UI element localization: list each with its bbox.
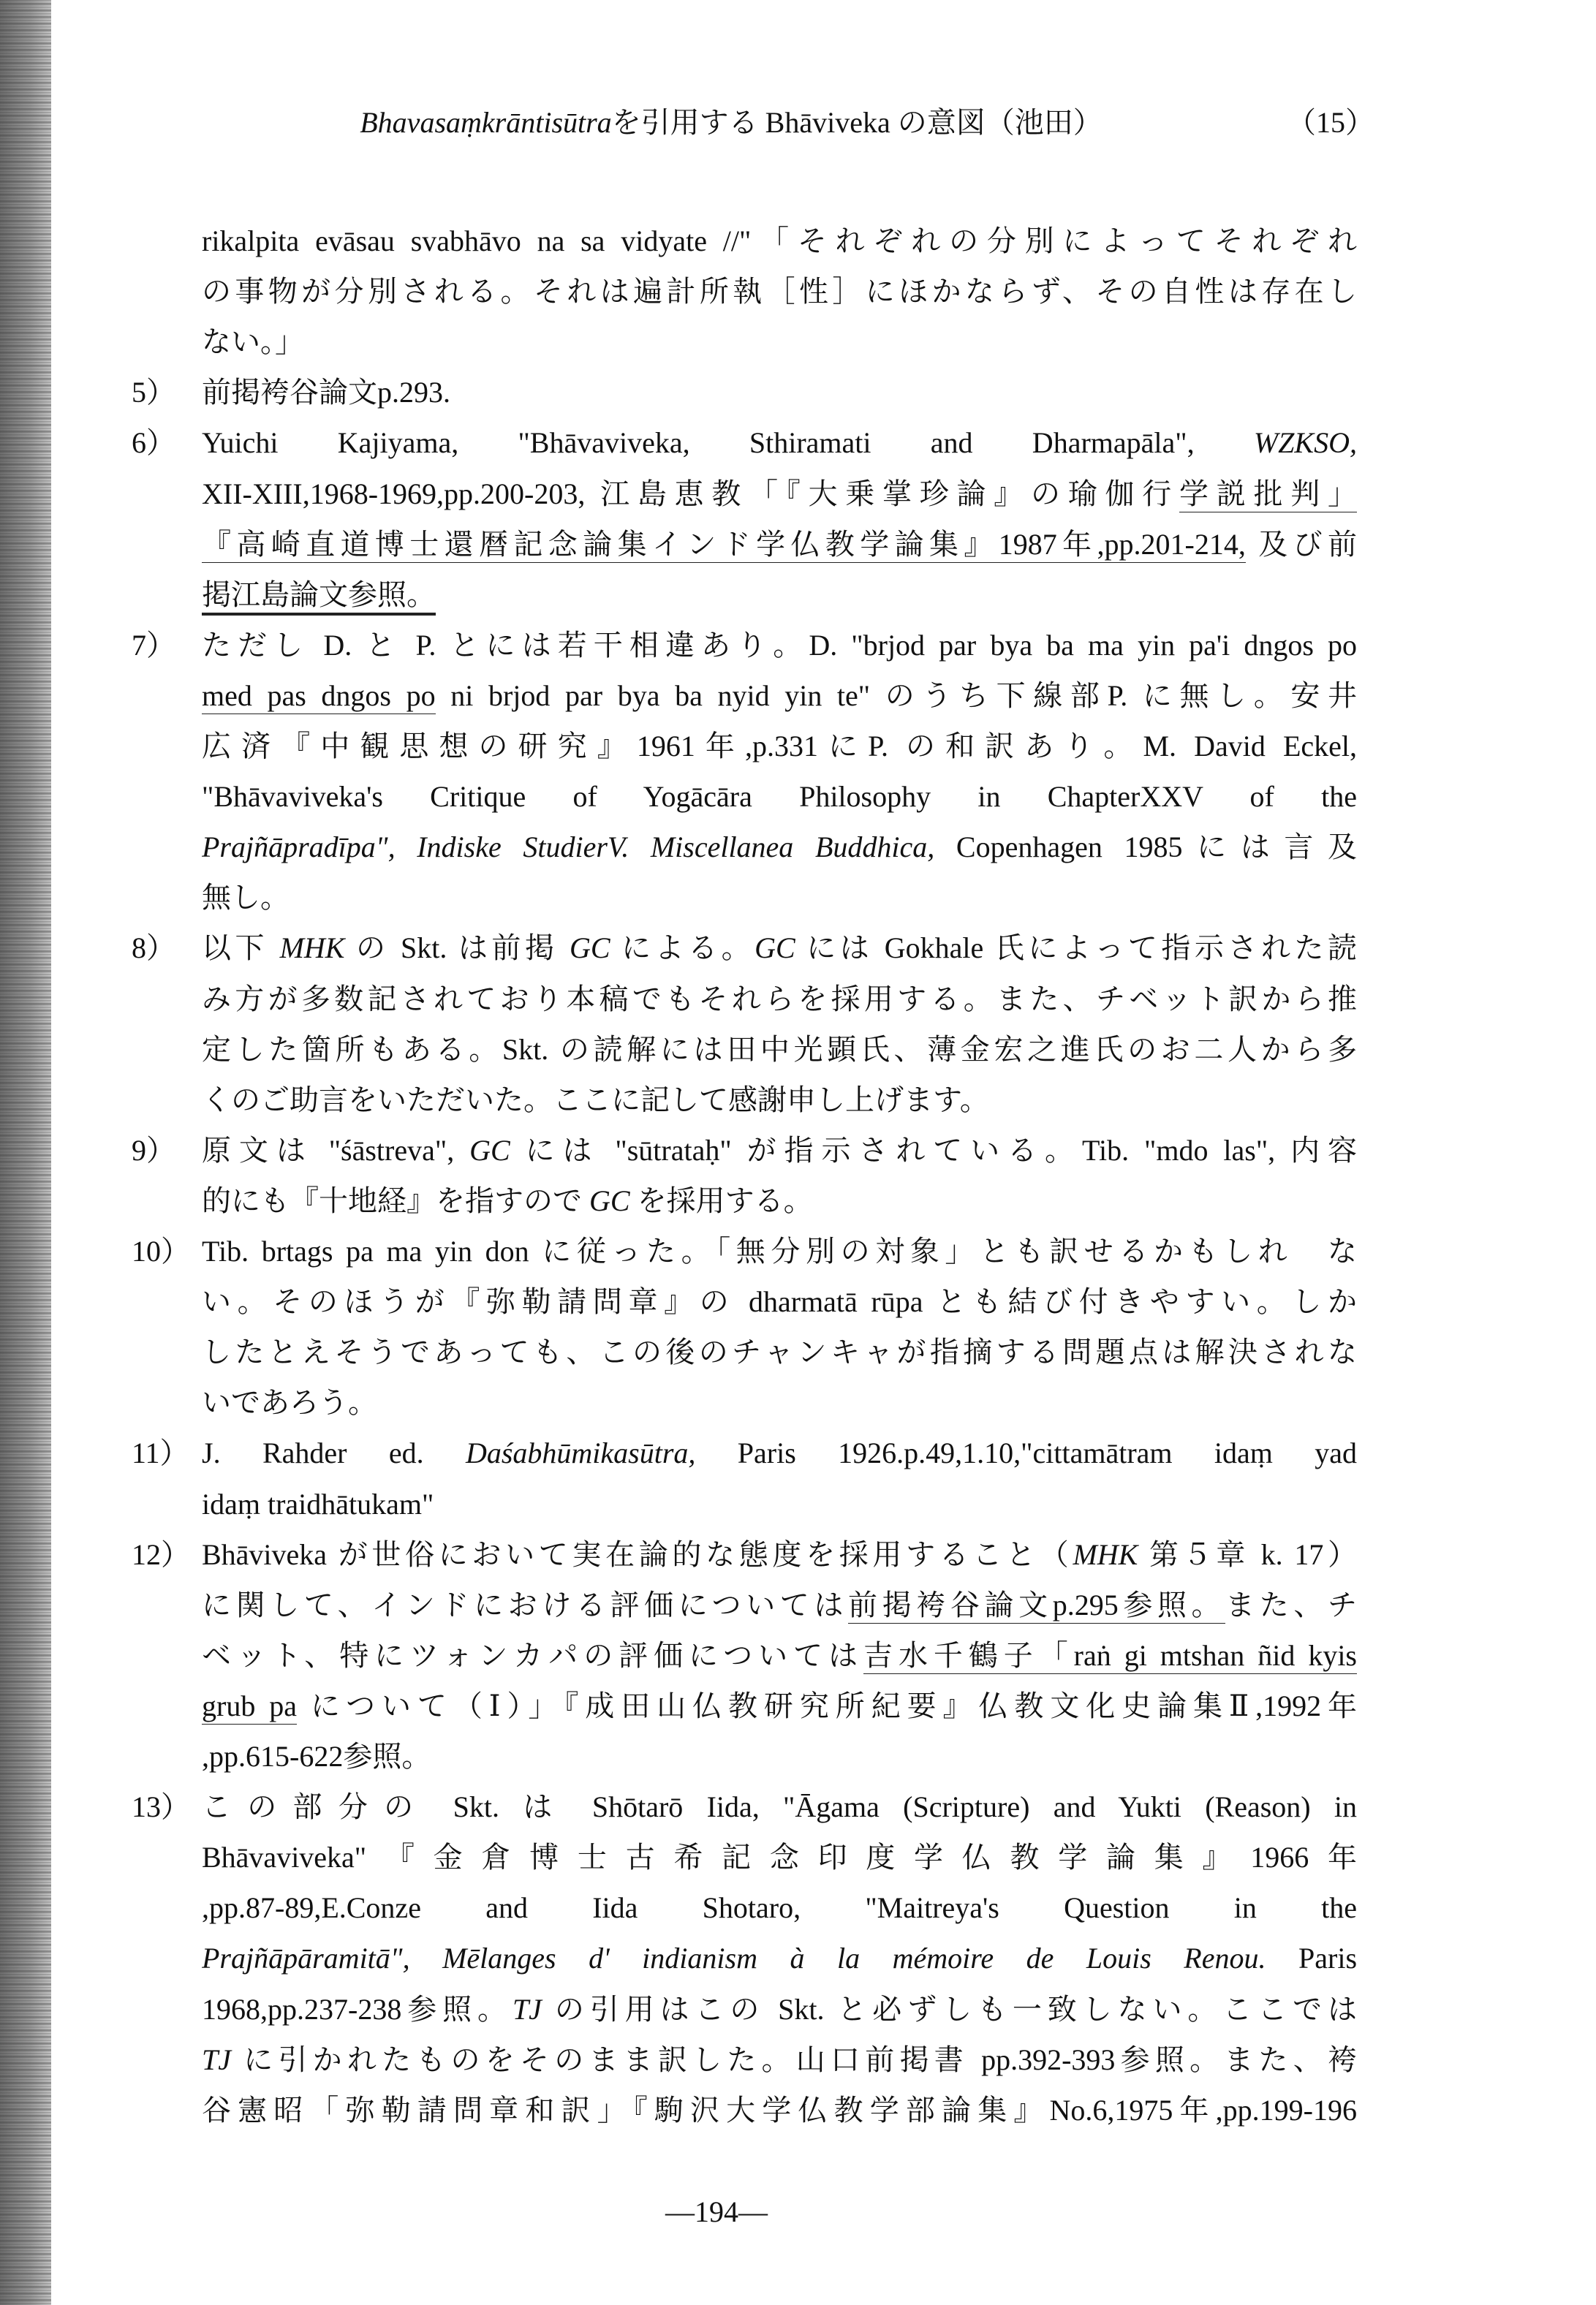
text-segment: による。 [610, 931, 755, 965]
text-segment: くのご助言をいただいた。ここに記して感謝申し上げます。 [202, 1083, 989, 1116]
footnote-line [202, 1688, 1357, 1725]
underlined-text: 掲江島論文参照。 [202, 578, 436, 616]
text-segment: idaṃ traidhātukam" [202, 1487, 434, 1521]
text-segment: また、チ [1225, 1588, 1357, 1621]
header-title-rest: を引用する Bhāviveka の意図（池田） [611, 106, 1103, 139]
footnote-number: 13） [132, 1790, 190, 1824]
italic-text: TJ [512, 1992, 542, 2026]
text-segment: 無し。 [202, 881, 290, 915]
text-segment: J. Rahder ed. [202, 1437, 466, 1470]
text-segment: 及び前 [1245, 527, 1357, 561]
text-segment: ただし D. と P. とには若干相違あり。D. "brjod par bya ba ma yin pa'i dngos po [202, 628, 1357, 662]
footnote-line [202, 1385, 1357, 1421]
footnote-line [202, 1940, 1357, 1977]
footnote-line [202, 829, 1357, 866]
page-number: —194— [665, 2195, 768, 2228]
text-segment: "Bhāvaviveka's Critique of Yogācāra Philosophy in ChapterXXV of the [202, 780, 1357, 814]
text-segment: ,pp.615-622参照。 [202, 1740, 431, 1773]
footnote-number: 5） [132, 376, 175, 409]
text-segment: には "sūtrataḥ" が指示されている。Tib. "mdo las", 内容 [510, 1133, 1357, 1167]
text-segment: Copenhagen 1985には言及 [934, 830, 1357, 864]
footnote-line [202, 1233, 1357, 1270]
footnote-number: 9） [132, 1133, 175, 1167]
text-segment: には Gokhale 氏によって指示された読 [795, 931, 1357, 965]
text-segment: み方が多数記されており本稿でもそれらを採用する。また、チベット訳から推 [202, 982, 1357, 1015]
footnote-line [202, 627, 1357, 664]
footnote-line [202, 273, 1357, 310]
text-segment: 1968,pp.237-238参照。 [202, 1992, 513, 2026]
footnote-number: 6） [132, 426, 175, 460]
text-segment: い。そのほうが『弥勒請問章』の dharmatā rūpa とも結び付きやすい。しか [202, 1285, 1357, 1319]
text-segment: 第５章 k. 17） [1138, 1537, 1357, 1571]
footnote-line [202, 930, 1357, 966]
underlined-text: 吉水千鶴子「raṅ gi mtshan ñid kyis [863, 1639, 1357, 1674]
footnote-number: 8） [132, 931, 175, 965]
footnote-line [202, 1132, 1357, 1169]
italic-text: GC [569, 931, 610, 965]
footnote-line [202, 1638, 1357, 1674]
footnote-line [202, 1486, 1357, 1523]
italic-text: WZKSO, [1253, 426, 1357, 460]
text-segment: を採用する。 [629, 1184, 813, 1217]
footnote-line [202, 476, 1357, 512]
italic-text: TJ [202, 2043, 231, 2076]
text-segment: 以下 [202, 931, 280, 965]
footnote-number: 11） [132, 1437, 189, 1470]
text-segment: に関して、インドにおける評価については [202, 1588, 849, 1621]
text-segment: ni brjod par bya ba nyid yin te" のうち下線部P. に無し。安井 [435, 678, 1357, 712]
footnote-line [202, 2092, 1357, 2129]
scan-gutter-shadow [0, 0, 51, 2305]
footnote-line [202, 981, 1357, 1018]
footnote-line [202, 425, 1357, 461]
footnote-line [202, 879, 1357, 916]
footnote-line [202, 1789, 1357, 1825]
underlined-text: 学説批判」 [1179, 477, 1357, 512]
underlined-text: med pas dngos po [202, 679, 436, 714]
footnote-line [202, 2042, 1357, 2078]
footnote-line [202, 1183, 1357, 1219]
italic-text: MHK [1073, 1537, 1138, 1571]
text-segment: 広済『中観思想の研究』1961年,p.331にP. の和訳あり。M. David Eckel, [202, 730, 1357, 762]
text-segment: この部分の Skt. は Shōtarō Iida, "Āgama (Scripture) and Yukti (Reason) in [202, 1790, 1357, 1824]
footnote-line [202, 1537, 1357, 1573]
footnote-number: 12） [132, 1537, 190, 1571]
footnote-line [202, 678, 1357, 714]
text-segment: について（Ⅰ）」『成田山仏教研究所紀要』仏教文化史論集Ⅱ,1992年 [297, 1689, 1357, 1722]
text-segment: rikalpita evāsau svabhāvo na sa vidyate //"「それぞれの分別によってそれぞれ [202, 224, 1357, 257]
footnote-line [202, 1032, 1357, 1068]
text-segment: ,pp.87-89,E.Conze and Iida Shotaro, "Maitreya's Question in the [202, 1891, 1357, 1925]
text-segment: 定した箇所もある。Skt. の読解には田中光顕氏、薄金宏之進氏のお二人から多 [202, 1032, 1357, 1066]
underlined-text: 前掲袴谷論文p.295参照。 [848, 1589, 1225, 1624]
text-segment: に引かれたものをそのまま訳した。山口前掲書 pp.392-393参照。また、袴 [231, 2043, 1357, 2076]
header-title-italic: Bhavasaṃkrāntisūtra [360, 106, 612, 139]
footnote-line [202, 1082, 1357, 1119]
text-segment: したとえそうであっても、この後のチャンキャが指摘する問題点は解決されな [202, 1336, 1357, 1369]
italic-text: MHK [279, 931, 345, 965]
text-segment: Bhāvaviveka"『金倉博士古希記念印度学仏教学論集』1966年 [202, 1841, 1357, 1874]
footnote-number: 7） [132, 628, 175, 662]
text-segment: 谷憲昭「弥勒請問章和訳」『駒沢大学仏教学部論集』No.6,1975年,pp.199-196 [202, 2093, 1357, 2127]
text-segment: の事物が分別される。それは遍計所執［性］にほかならず、その自性は存在し [202, 275, 1357, 309]
underlined-text: 『高崎直道博士還暦記念論集インド学仏教学論集』1987年,pp.201-214, [202, 528, 1246, 563]
italic-text: Prajñāpāramitā", Mēlanges d' indianism à la mémoire de Louis Renou. [202, 1942, 1266, 1975]
text-segment: いであろう。 [202, 1386, 377, 1420]
italic-text: Prajñāpradīpa", Indiske StudierV. Miscellanea Buddhica, [202, 830, 935, 864]
text-segment: Bhāviveka が世俗において実在論的な態度を採用すること（ [202, 1537, 1073, 1571]
text-segment: 原文は "śāstreva", [202, 1133, 470, 1167]
footnote-line [202, 728, 1357, 765]
footnote-line [202, 324, 1357, 360]
text-segment: Yuichi Kajiyama, "Bhāvaviveka, Sthiramati and Dharmapāla", [202, 426, 1254, 460]
italic-text: GC [469, 1133, 510, 1167]
footnote-line [202, 1587, 1357, 1624]
text-segment: 的にも『十地経』を指すので [202, 1184, 589, 1217]
footnote-line [202, 1839, 1357, 1876]
text-segment: ない。」 [202, 325, 304, 359]
footnote-line [202, 1435, 1357, 1472]
footnote-line [202, 1738, 1357, 1775]
text-segment: の引用はこの Skt. と必ずしも一致しない。ここでは [541, 1992, 1357, 2026]
footnote-line [202, 1334, 1357, 1371]
text-segment: Tib. brtags pa ma yin don に従った。「無分別の対象」とも訳せるかもしれ な [202, 1235, 1357, 1268]
footnote-line [202, 1890, 1357, 1926]
italic-text: Daśabhūmikasūtra, [465, 1437, 696, 1470]
footnote-line [202, 1991, 1357, 2028]
header-page-label: （15） [1287, 106, 1374, 139]
italic-text: GC [589, 1184, 630, 1217]
text-segment: Paris 1926.p.49,1.10,"cittamātram idaṃ yad [695, 1437, 1357, 1470]
text-segment: 前掲袴谷論文p.293. [202, 376, 450, 409]
underlined-text: grub pa [202, 1689, 297, 1725]
footnote-line [202, 577, 1357, 613]
text-segment: の Skt. は前掲 [344, 931, 570, 965]
footnote-line [202, 223, 1357, 260]
italic-text: GC [754, 931, 795, 965]
running-header [292, 99, 1170, 141]
footnote-line [202, 526, 1357, 563]
footnote-line [202, 374, 1357, 411]
text-segment: ベット、特にツォンカパの評価については [202, 1638, 863, 1672]
text-segment: XII-XIII,1968-1969,pp.200-203, 江島恵教「『大乗掌珍論』の瑜伽行 [202, 477, 1180, 510]
footnote-line [202, 1284, 1357, 1320]
footnote-number: 10） [132, 1235, 190, 1268]
footnote-line [202, 779, 1357, 815]
text-segment: Paris [1266, 1942, 1357, 1975]
